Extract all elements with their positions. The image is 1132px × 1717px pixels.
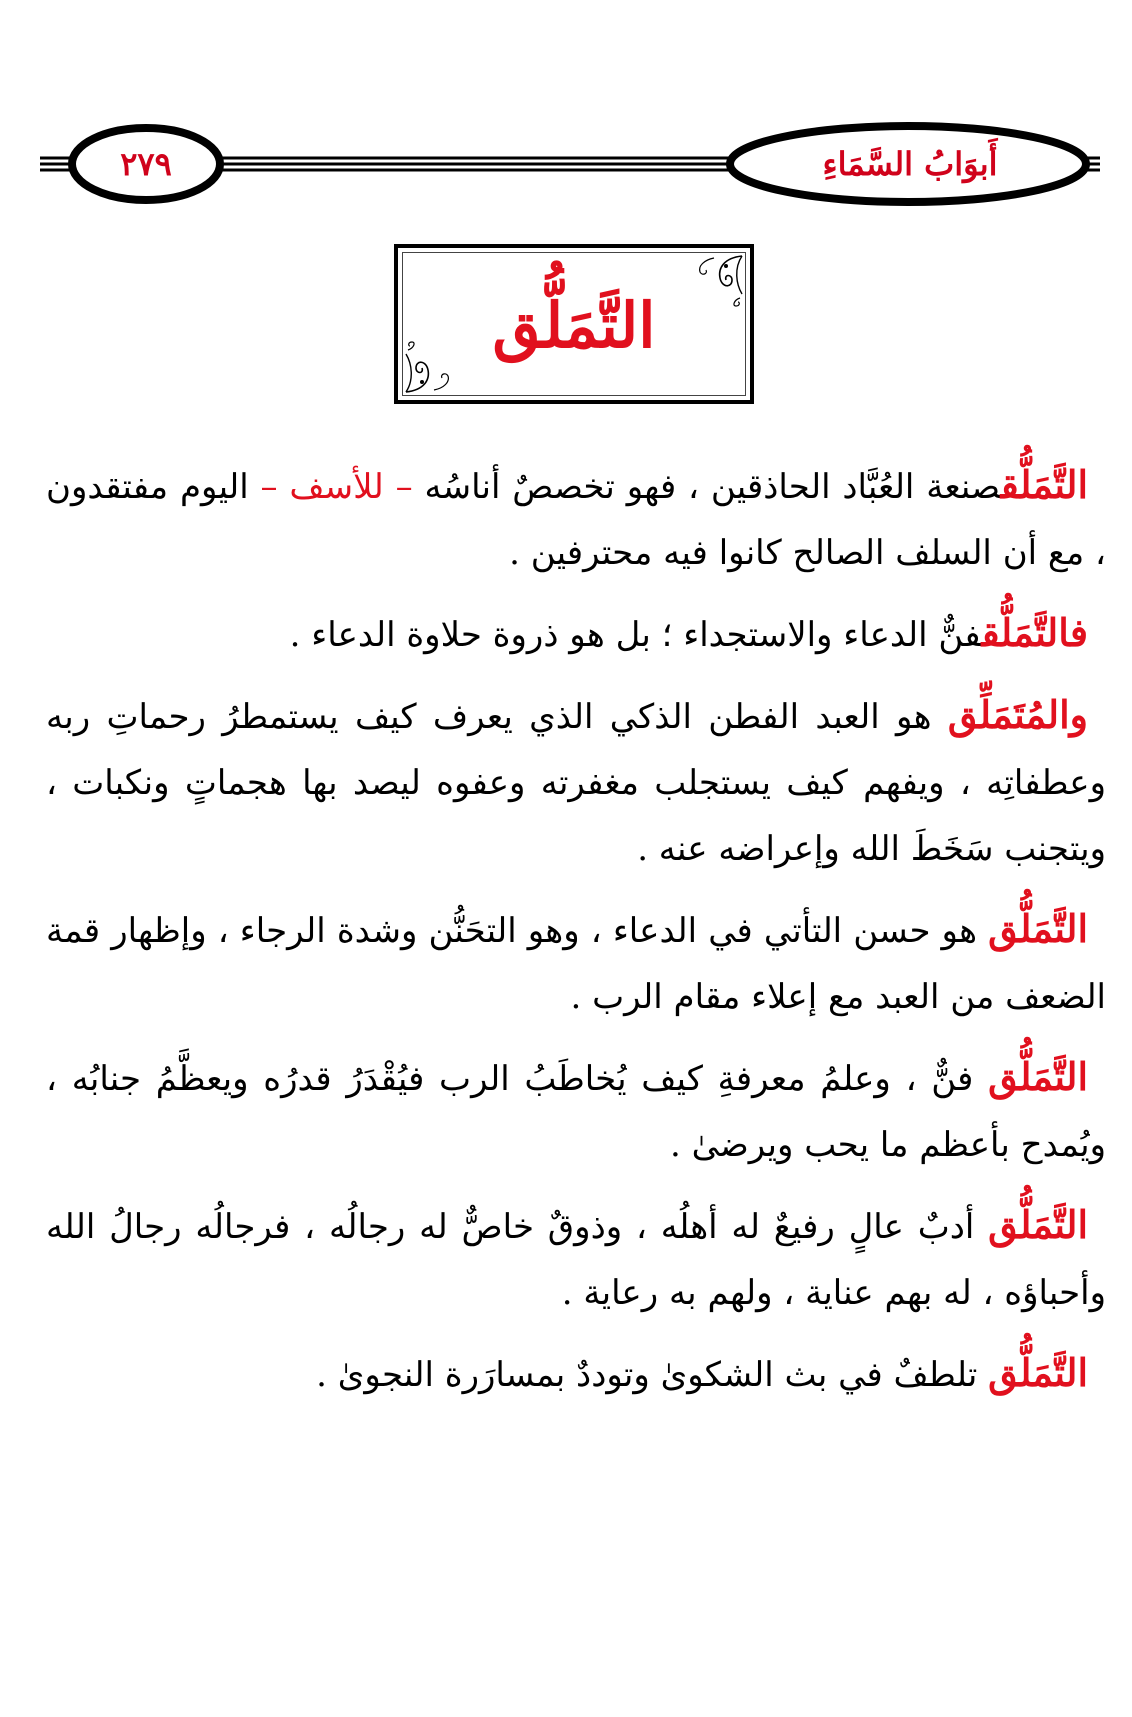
- paragraph-lead: التَّمَلُّق: [988, 1202, 1088, 1247]
- paragraph-text: صنعة العُبَّاد الحاذقين ، فهو تخصصٌ أناسُه: [412, 467, 1001, 507]
- paragraph-text: هو حسن التأتي في الدعاء ، وهو التحَنُّن وشدة الرجاء ، وإظهار قمة الضعف من العبد مع إعلاء مقام الرب .: [46, 911, 1106, 1017]
- paragraph-text: أدبٌ عالٍ رفيعٌ له أهلُه ، وذوقٌ خاصٌّ له رجالُه ، فرجالُه رجالُ الله وأحباؤه ، له بهم عناية ، ولهم به رعاية .: [46, 1207, 1106, 1313]
- paragraph: [46, 600, 1106, 668]
- paragraph-red-aside: – للأسف –: [260, 467, 413, 507]
- paragraph: [46, 1044, 1106, 1178]
- chapter-title-box: [394, 244, 754, 404]
- page-header: [40, 120, 1100, 210]
- body-text: [46, 452, 1106, 1422]
- paragraph: [46, 1340, 1106, 1408]
- paragraph-lead: التَّمَلُّق: [988, 1350, 1088, 1395]
- paragraph-lead: التَّمَلُّق: [1000, 462, 1088, 507]
- paragraph: [46, 1192, 1106, 1326]
- paragraph-text: اليوم مفتقدون ، مع أن السلف الصالح كانوا فيه محترفين .: [46, 467, 1106, 573]
- paragraph-text: هو العبد الفطن الذكي الذي يعرف كيف يستمطرُ رحماتِ ربه وعطفاتِه ، ويفهم كيف يستجلب مغفرته وعفوه ليصد بها هجماتٍ ونكبات ، ويتجنب سَخَطَ الله وإعراضه عنه .: [46, 697, 1106, 869]
- paragraph: [46, 896, 1106, 1030]
- paragraph-text: فنٌّ ، وعلمُ معرفةِ كيف يُخاطَبُ الرب فيُقْدَرُ قدرُه ويعظَّمُ جنابُه ، ويُمدح بأعظم ما يحب ويرضىٰ .: [46, 1059, 1106, 1165]
- paragraph-lead: والمُتَمَلِّق: [947, 692, 1089, 737]
- paragraph: [46, 682, 1106, 882]
- paragraph-lead: فالتَّمَلُّق: [981, 610, 1088, 655]
- paragraph-lead: التَّمَلُّق: [988, 1054, 1088, 1099]
- paragraph-lead: التَّمَلُّق: [988, 906, 1088, 951]
- paragraph-text: تلطفٌ في بث الشكوىٰ وتوددٌ بمسارَرة النجوىٰ .: [316, 1355, 989, 1395]
- chapter-title: التَّمَلُّق: [492, 289, 656, 362]
- page-number: ٢٧٩: [120, 145, 172, 183]
- book-title: أَبوَابُ السَّمَاءِ: [822, 145, 998, 183]
- paragraph-text: فنٌّ الدعاء والاستجداء ؛ بل هو ذروة حلاوة الدعاء .: [289, 615, 982, 655]
- paragraph: [46, 452, 1106, 586]
